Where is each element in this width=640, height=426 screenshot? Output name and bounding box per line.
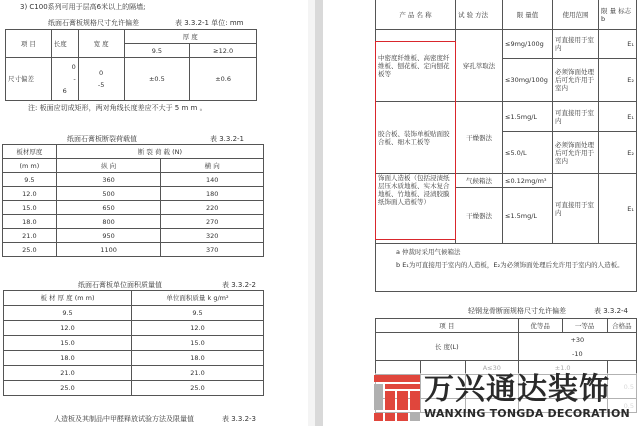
cell-mass: 15.0 [132, 336, 264, 351]
header-item: 项 目 [6, 30, 52, 58]
cell-mass: 12.0 [132, 321, 264, 336]
header-unit: (m m) [3, 159, 57, 173]
length-bottom: 6 [62, 87, 67, 95]
limit-cell: ≤9mg/100g [503, 30, 553, 59]
cell-longitudinal: 1100 [56, 243, 161, 257]
steel-table-title: 轻钢龙骨断面规格尺寸允许偏差 [468, 307, 566, 315]
header-superior: 优等品 [518, 319, 562, 333]
table-row [3, 173, 264, 187]
cell-longitudinal: 650 [56, 201, 161, 215]
header-product: 产 品 名 称 [376, 0, 456, 30]
table-row [4, 306, 264, 321]
scope-cell: 必须饰面处理后可允许用于室内 [553, 59, 599, 102]
cell-thickness: 25.0 [3, 243, 57, 257]
width-top: 0 [99, 69, 104, 77]
header-thickness: 板材厚度 [3, 145, 57, 159]
cell-thickness: 12.0 [3, 187, 57, 201]
header-method: 试 验 方法 [456, 0, 503, 30]
mark-cell: E₁ [599, 174, 637, 244]
length-tolerance [51, 58, 78, 101]
cell-transverse: 370 [161, 243, 264, 257]
mark-cell: E₂ [599, 59, 637, 102]
length-mid: - [73, 75, 76, 83]
mark-cell: E₂ [599, 132, 637, 174]
cell-longitudinal: 800 [56, 215, 161, 229]
cell-transverse: 270 [161, 215, 264, 229]
table1-ref: 表 3.3.2-1 单位: mm [175, 19, 244, 27]
table2-ref: 表 3.3.2-1 [210, 135, 245, 143]
left-document-page [0, 0, 315, 426]
product-fiberboard: 中密度纤维板、高密度纤维板、刨花板、定向刨花板等 [376, 30, 456, 102]
brand-watermark [374, 373, 640, 423]
row-label: 尺寸偏差 [6, 58, 52, 101]
table-row [3, 201, 264, 215]
table4-ref: 表 3.3.2-3 [222, 415, 257, 423]
header-transverse: 横 向 [161, 159, 264, 173]
minus-tolerance: -10 [572, 349, 583, 358]
cell-mass: 25.0 [132, 381, 264, 396]
table-row [4, 336, 264, 351]
t2-tolerance: ±0.6 [190, 58, 257, 101]
header-t2: ≥12.0 [190, 44, 257, 58]
cell-mass: 9.5 [132, 306, 264, 321]
table-row [3, 187, 264, 201]
limit-cell: ≤1.5mg/L [503, 188, 553, 244]
cell-thickness: 9.5 [3, 173, 57, 187]
mark-cell: E₁ [599, 30, 637, 59]
header-t1: 9.5 [124, 44, 190, 58]
table3-title: 纸面石膏板单位面积质量值 [78, 281, 162, 289]
scope-cell: 可直接用于室内 [553, 174, 599, 244]
partial-cell: A≤30 [466, 361, 519, 375]
plus-tolerance: +30 [570, 335, 585, 344]
method-desiccator: 干燥器法 [456, 102, 503, 174]
mark-cell: E₁ [599, 102, 637, 132]
width-tolerance [78, 58, 124, 101]
cell-mass: 21.0 [132, 366, 264, 381]
table-row [3, 215, 264, 229]
unit-mass-table [3, 290, 264, 396]
header-thickness: 板 材 厚 度 (m m) [4, 291, 132, 306]
cell-transverse: 220 [161, 201, 264, 215]
table2-title: 纸面石膏板断裂荷载值 [67, 135, 137, 143]
page-edge-shadow [308, 0, 315, 426]
intro-text: 3) C100系列可用于层高6米以上的隔墙; [20, 3, 146, 11]
limit-cell: ≤0.12mg/m³ [503, 174, 553, 188]
breaking-load-table [2, 144, 264, 257]
scope-cell: 必须饰面处理后可允许用于室内 [553, 132, 599, 174]
scope-cell: 可直接用于室内 [553, 102, 599, 132]
limit-cell: ≤5.0/L [503, 132, 553, 174]
steel-table-ref: 表 3.3.2-4 [594, 307, 629, 315]
product-veneered-board: 饰面人造板（包括浸渍纸层压木质地板、实木复合地板、竹地板、浸渍胶膜纸饰面人造板等） [376, 174, 456, 244]
header-longitudinal: 纵 向 [56, 159, 161, 173]
cell-thickness: 25.0 [4, 381, 132, 396]
table-row [4, 321, 264, 336]
header-first: 一等品 [562, 319, 607, 333]
cell-thickness: 18.0 [3, 215, 57, 229]
brand-logo-icon [374, 375, 420, 421]
cell-longitudinal: 360 [56, 173, 161, 187]
product-plywood: 胶合板、装饰单板贴面胶合板、细木工板等 [376, 102, 456, 174]
cell-thickness: 18.0 [4, 351, 132, 366]
cell-transverse: 140 [161, 173, 264, 187]
header-load: 断 裂 荷 载 (N) [56, 145, 263, 159]
row-length-label: 长 度(L) [376, 333, 519, 361]
table-row [3, 229, 264, 243]
header-qualified: 合格品 [607, 319, 636, 333]
header-thickness: 厚 度 [124, 30, 257, 44]
width-bottom: -5 [97, 81, 105, 89]
table1-title: 纸面石膏板规格尺寸允许偏差 [48, 19, 139, 27]
cell-transverse: 320 [161, 229, 264, 243]
cell-thickness: 12.0 [4, 321, 132, 336]
length-top: 0 [71, 63, 76, 71]
row-length-tolerance [518, 333, 636, 361]
method-climate-chamber: 气候箱法 [456, 174, 503, 188]
cell-thickness: 9.5 [4, 306, 132, 321]
table-row [4, 381, 264, 396]
method-desiccator: 干燥器法 [456, 188, 503, 244]
header-limit: 限 量值 [503, 0, 553, 30]
footnotes [376, 244, 637, 292]
footnote-a: a 仲裁时采用气候箱法 [396, 248, 461, 256]
limit-cell: ≤1.5mg/L [503, 102, 553, 132]
cell-thickness: 21.0 [4, 366, 132, 381]
cell-longitudinal: 500 [56, 187, 161, 201]
t1-tolerance: ±0.5 [124, 58, 190, 101]
header-length: 长度 [51, 30, 78, 58]
cell-thickness: 15.0 [3, 201, 57, 215]
brand-name-chinese: 万兴通达装饰 [424, 372, 610, 407]
partial-cell: ±1.0 [518, 361, 607, 375]
cell-mass: 18.0 [132, 351, 264, 366]
cell-longitudinal: 950 [56, 229, 161, 243]
table-row [4, 351, 264, 366]
header-scope: 使用范围 [553, 0, 599, 30]
brand-name-english: WANXING TONGDA DECORATION [424, 407, 630, 420]
cell-transverse: 180 [161, 187, 264, 201]
method-perforator: 穿孔萃取法 [456, 30, 503, 102]
footnote-b: b E₁为可直接用于室内的人造板，E₂为必须饰面处理后允许用于室内的人造板。 [396, 261, 624, 269]
table-row [3, 243, 264, 257]
size-tolerance-table [5, 29, 257, 101]
table3-ref: 表 3.3.2-2 [222, 281, 257, 289]
scope-cell: 可直接用于室内 [553, 30, 599, 59]
header-width: 宽 度 [78, 30, 124, 58]
header-item: 项 目 [376, 319, 519, 333]
table4-title: 人造板及其制品中甲醛释放试验方法及限量值 [54, 415, 194, 423]
cell-thickness: 15.0 [4, 336, 132, 351]
limit-cell: ≤30mg/100g [503, 59, 553, 102]
cell-thickness: 21.0 [3, 229, 57, 243]
header-mass: 单位面积质量 k g/m² [132, 291, 264, 306]
page-gutter [315, 0, 323, 426]
header-mark: 限 量 标志b [599, 0, 637, 30]
table-row [4, 366, 264, 381]
formaldehyde-limit-table [375, 0, 637, 292]
table1-note: 注: 板面应切成矩形，两对角线长度差应不大于 5 m m 。 [28, 104, 207, 112]
